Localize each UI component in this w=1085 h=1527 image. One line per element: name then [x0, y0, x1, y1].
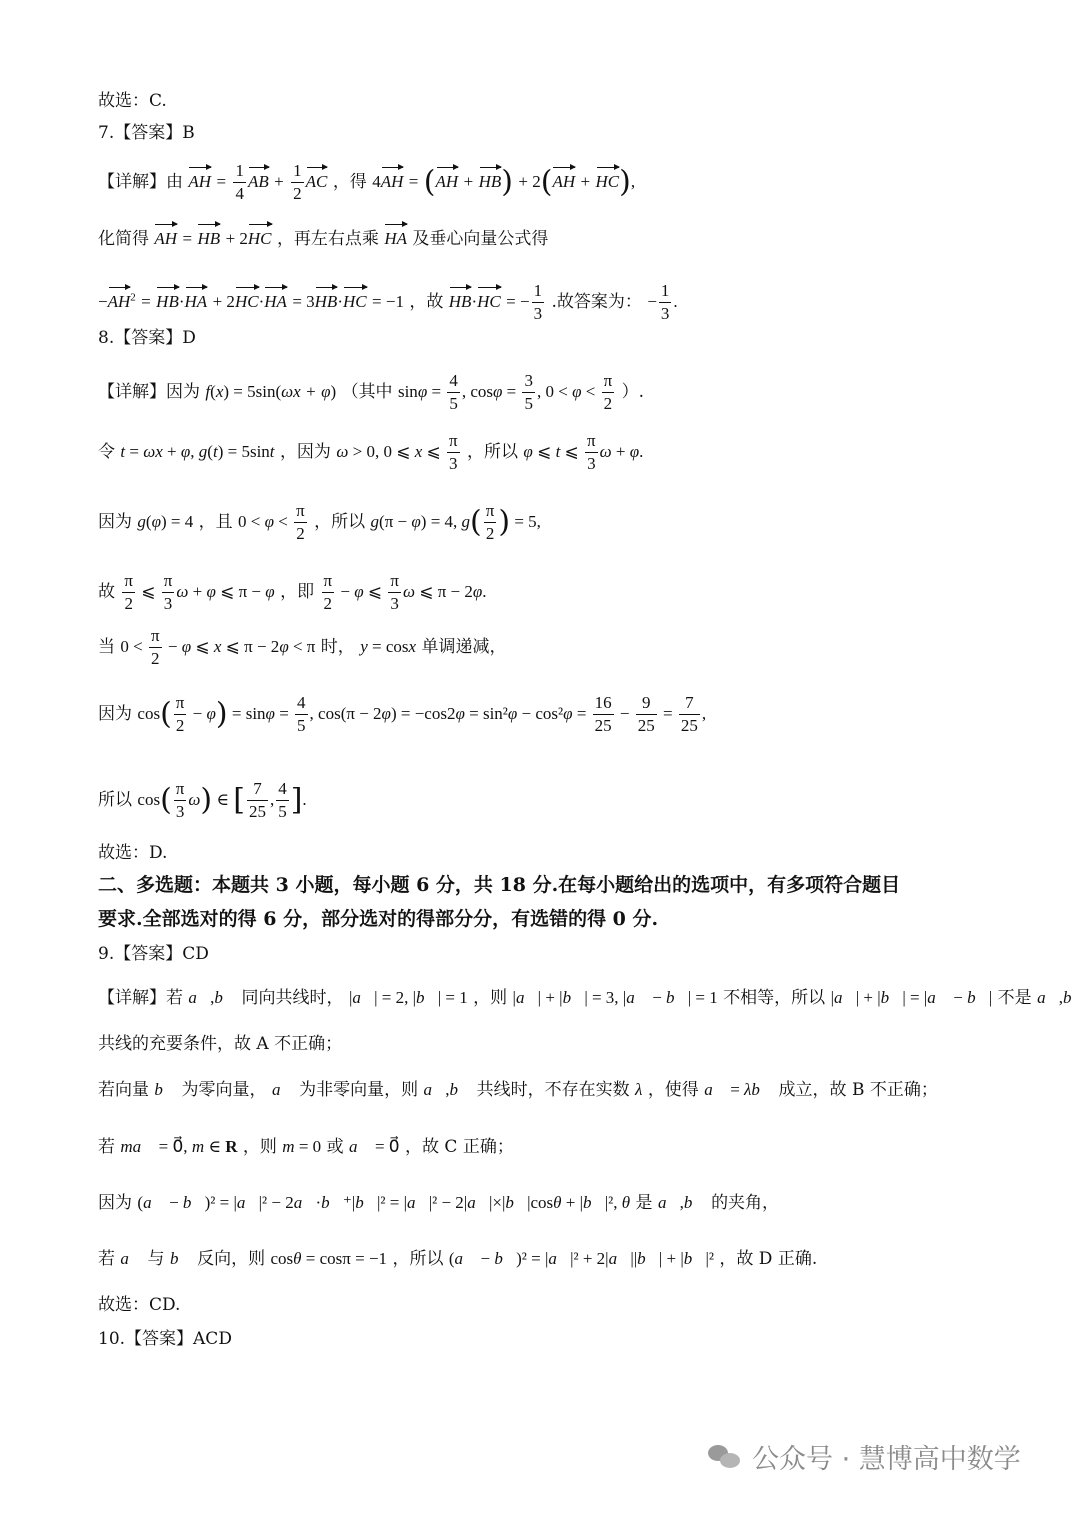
watermark [708, 1436, 1021, 1476]
fraction: $\frac{1}{4}$ [235, 161, 244, 203]
text-fragment: ，则 [242, 1137, 277, 1157]
text-fragment: 因为 [98, 1193, 132, 1213]
solution-9-line-1: 【详解】若 a⃗,b⃗ 同向共线时， |a⃗| = 2, |b⃗| = 1 ，则 |a⃗| + |b⃗| = 3, |a⃗ − b⃗| = 1 不相等，所以 |a⃗| + |b⃗| = |a⃗ − b⃗| 不是 a⃗,b⃗ [98, 988, 1085, 1008]
text-fragment: 因为 [98, 704, 132, 724]
text-fragment: 所以 [98, 790, 132, 810]
text-fragment: 不相等，所以 [723, 988, 826, 1008]
solution-8-line-2: 令 t = ωx + φ, g(t) = 5sint ，因为 ω > 0, 0 ⩽ x ⩽ $\frac{\pi}{3}$ ，所以 φ ⩽ t ⩽ $\frac{\pi}{3}$ ω + φ. [98, 431, 644, 473]
text-fragment: 或 [326, 1137, 344, 1157]
solution-8-line-1: 【详解】因为 f(x) = 5sin(ωx + φ) （其中 sinφ = $\frac{4}{5}$ , cosφ = $\frac{3}{5}$ , 0 < φ < $\frac{\pi}{2}$ ）. [98, 371, 644, 413]
text-fragment: 因为 [98, 512, 132, 532]
text-fragment: 令 [98, 442, 115, 462]
text-fragment: 当 [98, 637, 115, 657]
fraction: $\frac{1}{2}$ [293, 161, 302, 203]
text-fragment: ，即 [280, 582, 315, 602]
text-fragment: ，再左右点乘 [276, 229, 379, 249]
text-fragment: ，因为 [279, 442, 331, 462]
text-fragment: ，得 [332, 172, 367, 192]
text-fragment: 若 [98, 1249, 115, 1269]
solution-9-line-4: 若 ma⃗ = 0⃗, m ∈ R ，则 m = 0 或 a⃗ = 0⃗ ，故 C 正确； [98, 1137, 514, 1157]
text-fragment: 不是 [997, 988, 1032, 1008]
text-fragment: 【详解】若 [98, 988, 183, 1008]
solution-8-line-6: 因为 cos( $\frac{\pi}{2}$ − φ) = sinφ = $\frac{4}{5}$ , cos(π − 2φ) = −cos2φ = sin²φ − cos²φ = $\frac{16}{25}$ − $\frac{9}{25}$ = $\frac{7}{25}$ , [98, 693, 707, 735]
text-fragment: ，故 D 正确. [719, 1249, 818, 1269]
text-fragment: 的夹角， [711, 1193, 780, 1213]
text-fragment: 共线时，不存在实数 [476, 1080, 630, 1100]
text-fragment: ，所以 [392, 1249, 444, 1269]
text-fragment: 若向量 [98, 1080, 149, 1100]
solution-8-line-4: 故 $\frac{\pi}{2}$ ⩽ $\frac{\pi}{3}$ ω + φ ⩽ π − φ ，即 $\frac{\pi}{2}$ − φ ⩽ $\frac{\pi}{3}$ ω ⩽ π − 2φ. [98, 571, 487, 613]
solution-8-line-3: 因为 g(φ) = 4 ，且 0 < φ < $\frac{\pi}{2}$ ，所以 g(π − φ) = 4, g( $\frac{\pi}{2}$ ) = 5, [98, 501, 541, 543]
text-fragment: 为非零向量，则 [299, 1080, 419, 1100]
answer-header-8: 8.【答案】D [98, 328, 196, 348]
text-fragment: 及垂心向量公式得 [412, 229, 549, 249]
text-fragment: ，所以 [314, 512, 366, 532]
text-fragment: ，所以 [467, 442, 518, 462]
answer-choice-8: 故选：D. [98, 843, 168, 863]
watermark-label: 公众号 · 慧博高中数学 [752, 1443, 1021, 1475]
section-title-line-1: 二、多选题：本题共 3 小题，每小题 6 分，共 18 分.在每小题给出的选项中，有多项符合题目 [98, 874, 901, 896]
solution-9-line-2: 共线的充要条件，故 A 不正确； [98, 1034, 343, 1054]
text-fragment: 反向，则 [197, 1249, 266, 1269]
text-fragment: 【详解】由 [98, 172, 183, 192]
text-fragment: 若 [98, 1137, 115, 1157]
text-fragment: 单调递减， [421, 637, 507, 657]
text-fragment: 是 [635, 1193, 653, 1213]
text-fragment: 化简得 [98, 229, 149, 249]
solution-8-line-5: 当 0 < $\frac{\pi}{2}$ − φ ⩽ x ⩽ π − 2φ < π 时， y = cosx 单调递减， [98, 626, 507, 668]
text-fragment: 同向共线时， [241, 988, 344, 1008]
text-fragment: ，则 [473, 988, 508, 1008]
vector-AH: AH [188, 165, 211, 195]
text-fragment: ，故 C 正确； [405, 1137, 514, 1157]
text-fragment: ，使得 [647, 1080, 699, 1100]
solution-9-line-3: 若向量 b⃗ 为零向量， a⃗ 为非零向量，则 a⃗,b⃗ 共线时，不存在实数 λ ，使得 a⃗ = λb⃗ 成立，故 B 不正确； [98, 1080, 938, 1100]
section-title-line-2: 要求.全部选对的得 6 分，部分选对的得部分分，有选错的得 0 分. [98, 908, 659, 930]
text-fragment: ）. [621, 382, 644, 402]
text-fragment: 与 [147, 1249, 165, 1269]
solution-7-line-3: $-AH^2 = HB\cdot HA + 2HC\cdot HA = 3HB\cdot HC = -1$ ，故 HB·HC = − $\frac{1}{3}$ .故答案为： − $\frac{1}{3}$ . [98, 281, 678, 323]
text-fragment: 【详解】因为 [98, 382, 200, 402]
solution-8-line-7: 所以 cos( $\frac{\pi}{3}$ ω) ∈ [ $\frac{7}{25}$ , $\frac{4}{5}$ ]. [98, 779, 307, 821]
solution-7-line-2: 化简得 AH = HB + 2HC ，再左右点乘 HA 及垂心向量公式得 [98, 222, 548, 252]
solution-7-line-1: 【详解】由 AH = $\frac{1}{4}$ AB + $\frac{1}{2}$ AC ，得 4AH = (AH + HB) + 2(AH + HC), [98, 161, 636, 203]
answer-header-7: 7.【答案】B [98, 123, 195, 143]
text-fragment: 为零向量， [181, 1080, 267, 1100]
answer-choice-6: 故选：C. [98, 91, 167, 111]
text-fragment: 故 [98, 582, 115, 602]
solution-9-line-5: 因为 (a⃗ − b⃗)² = |a⃗|² − 2a⃗·b⃗⁺|b⃗|² = |a⃗|² − 2|a⃗|×|b⃗|cosθ + |b⃗|², θ 是 a⃗,b⃗ 的夹角， [98, 1193, 780, 1213]
solution-9-line-6: 若 a⃗ 与 b⃗ 反向，则 cosθ = cosπ = −1 ，所以 (a⃗ − b⃗)² = |a⃗|² + 2|a⃗||b⃗| + |b⃗|² ，故 D 正确. [98, 1249, 818, 1269]
wechat-icon [708, 1439, 742, 1473]
text-fragment: 成立，故 B 不正确； [778, 1080, 938, 1100]
text-fragment: 时， [320, 637, 355, 657]
text-fragment: （其中 [341, 382, 393, 402]
text-fragment: ，且 [198, 512, 233, 532]
answer-choice-9: 故选：CD. [98, 1295, 181, 1315]
answer-header-9: 9.【答案】CD [98, 944, 209, 964]
answer-header-10: 10.【答案】ACD [98, 1329, 232, 1349]
text-fragment: .故答案为： [551, 292, 642, 312]
text-fragment: ，故 [409, 292, 444, 312]
